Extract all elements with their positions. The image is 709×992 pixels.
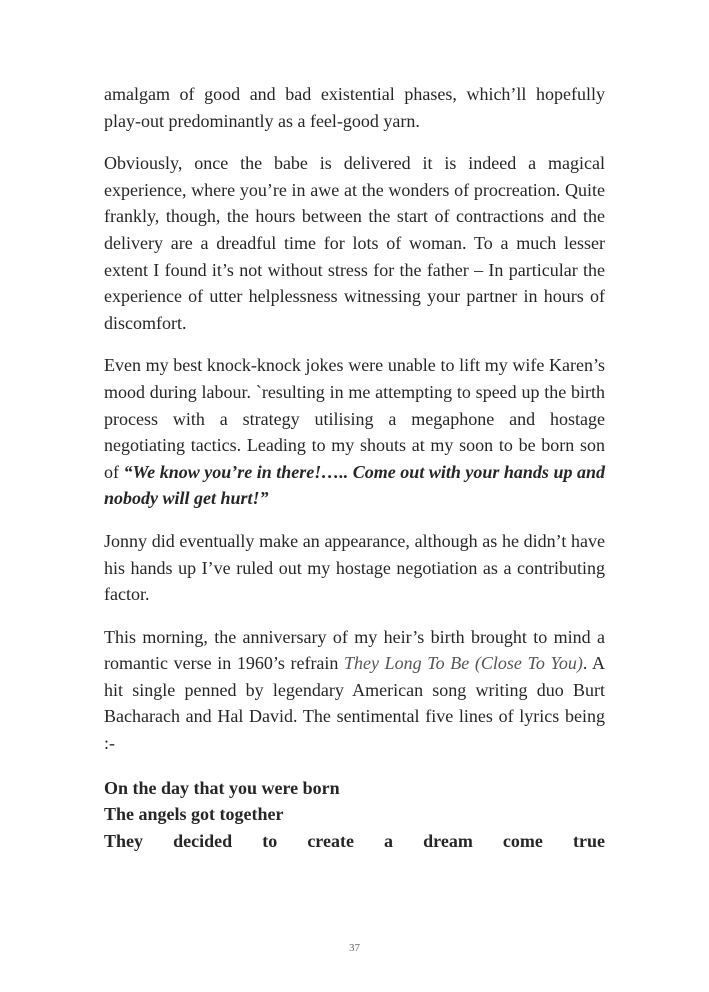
song-title: They Long To Be (Close To You) xyxy=(344,653,583,674)
paragraph-5-intro: This morning, the anniversary of my heir’s birth brought to mind a romantic verse in 1960’s refrain xyxy=(104,626,605,674)
page-number: 37 xyxy=(349,942,360,954)
paragraph-5-outro: . A hit single penned by legendary American song writing duo Burt Bacharach and Hal David. The sentimental five lines of lyrics being :- xyxy=(104,653,605,754)
birth-quote: “We know you’re in there!….. Come out with your hands up and nobody will get hurt!” xyxy=(104,461,605,509)
lyric-line-3: They decided to create a dream come true xyxy=(104,830,605,851)
paragraph-5 xyxy=(104,624,605,757)
paragraph-1: amalgam of good and bad existential phases, which’ll hopefully play-out predominantly as a feel-good yarn. xyxy=(104,84,605,131)
paragraph-3-text: Even my best knock-knock jokes were unable to lift my wife Karen’s mood during labour. `resulting in me attempting to speed up the birth process with a strategy utilising a megaphone and hostage negotiating tactics. Leading to my shouts at my soon to be born son of xyxy=(104,355,605,482)
paragraph-4: Jonny did eventually make an appearance, although as he didn’t have his hands up I’ve ruled out my hostage negotiation as a contributing factor. xyxy=(104,530,605,605)
lyrics-block xyxy=(104,775,605,855)
paragraph-2: Obviously, once the babe is delivered it is indeed a magical experience, where you’re in awe at the wonders of procreation. Quite frankly, though, the hours between the start of contractions and the delivery are a dreadful time for lots of woman. To a much lesser extent I found it’s not without stress for the father – In particular the experience of utter helplessness witnessing your partner in hours of discomfort. xyxy=(104,153,605,333)
lyric-line-1: On the day that you were born xyxy=(104,777,340,798)
lyric-line-2: The angels got together xyxy=(104,804,284,825)
paragraph-3 xyxy=(104,352,605,512)
page-body xyxy=(104,81,605,854)
